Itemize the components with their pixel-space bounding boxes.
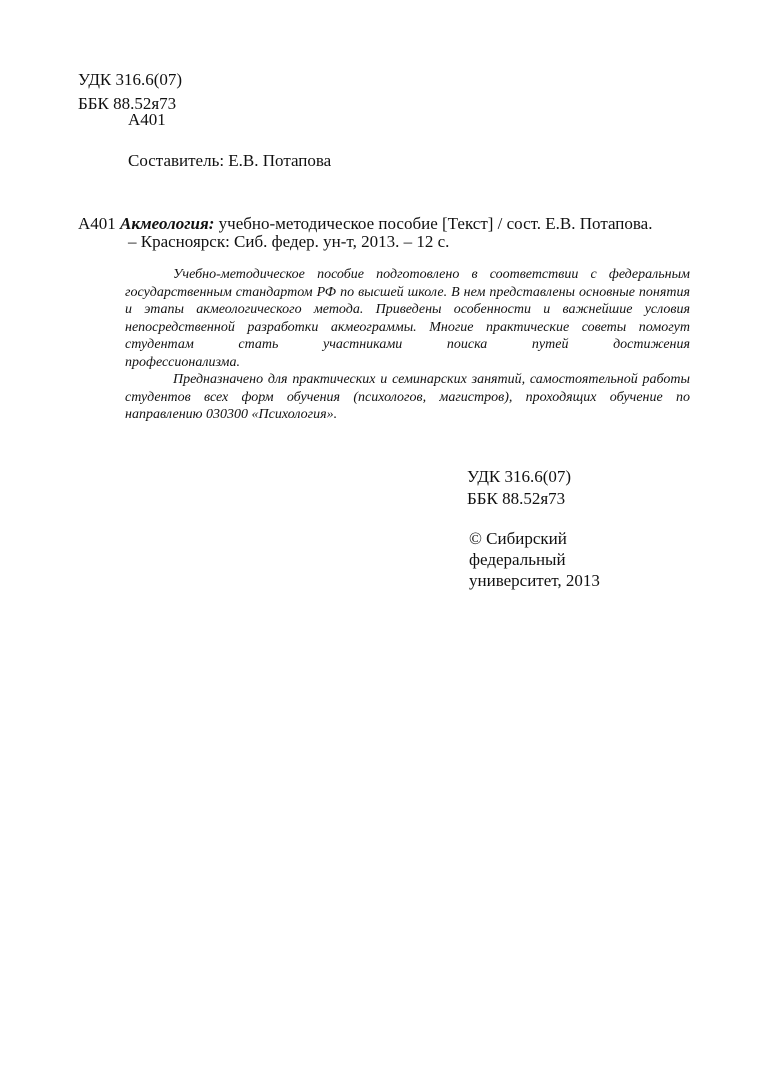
abstract-paragraph-1: Учебно-методическое пособие подготовлено в соответствии с федеральным государственным стандартом РФ по высшей школе. В нем представлены основные понятия и этапы акмеологического метода. Приведены особенности и важнейшие условия непосредственной разработки акмеограммы. Многие практические советы помогут студентам стать участниками поиска путей достижения — [125, 267, 690, 352]
copyright-line-1: © Сибирский — [469, 529, 567, 548]
book-title: Акмеология: — [120, 214, 215, 233]
abstract — [125, 266, 690, 424]
udk-code-bottom: УДК 316.6(07) — [467, 467, 572, 486]
abstract-paragraph-1-end: профессионализма. — [125, 354, 240, 370]
bbk-code-bottom: ББК 88.52я73 — [467, 489, 566, 508]
abstract-paragraph-2: Предназначено для практических и семинарских занятий, самостоятельной работы студентов всех форм обучения (психологов, магистров), проходящих обучение по направлению 030300 «Психология». — [125, 372, 690, 422]
compiler-line: Составитель: Е.В. Потапова — [128, 151, 332, 170]
bibliographic-details: учебно-методическое пособие [Текст] / сост. Е.В. Потапова. — [218, 214, 653, 233]
bbk-code-top: ББК 88.52я73 — [78, 94, 177, 113]
author-mark-top: А401 — [128, 110, 166, 129]
copyright-line-3: университет, 2013 — [469, 571, 600, 590]
bibliographic-record-line2: – Красноярск: Сиб. федер. ун-т, 2013. – 12 с. — [128, 232, 450, 251]
bibliographic-mark: А401 — [78, 214, 116, 233]
copyright-line-2: федеральный — [469, 550, 566, 569]
udk-code-top: УДК 316.6(07) — [78, 70, 183, 89]
